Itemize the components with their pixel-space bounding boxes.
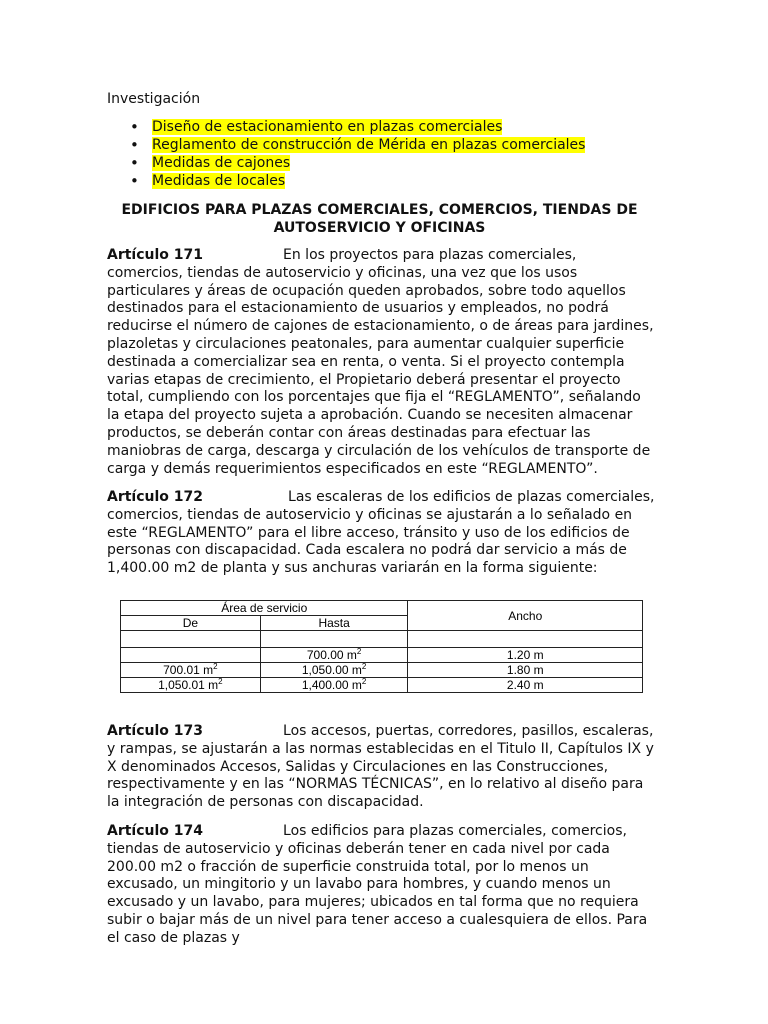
article-174 bbox=[107, 823, 655, 948]
bullet-dot-icon: • bbox=[130, 172, 139, 190]
article-172 bbox=[107, 489, 655, 578]
article-173 bbox=[107, 723, 655, 812]
table-header-ancho: Ancho bbox=[408, 601, 643, 631]
table-row bbox=[121, 678, 643, 693]
article-text: En los proyectos para plazas comerciales, comercios, tiendas de autoservicio y oficinas, una vez que los usos particulares y áreas de ocupación queden aprobados, sobre todo aquellos destinados para el estacionamiento de usuarios y empleados, no podrá reducirse el número de cajones de estacionamiento, o de áreas para jardines, plazoletas y circulaciones peatonales, para aumentar cualquier superficie destinada a comercializar sea en renta, o venta. Si el proyecto contempla varias etapas de crecimiento, el Propietario deberá presentar el proyecto total, cumpliendo con los porcentajes que fija el “REGLAMENTO”, señalando la etapa del proyecto sujeta a aprobación. Cuando se necesiten almacenar productos, se deberán contar con áreas destinadas para efectuar las maniobras de carga, descarga y circulación de los vehículos de transporte de carga y demás requerimientos especificados en este “REGLAMENTO”. bbox=[107, 247, 654, 477]
bullet-dot-icon: • bbox=[130, 136, 139, 154]
bullet-item bbox=[130, 118, 585, 136]
bullet-dot-icon: • bbox=[130, 154, 139, 172]
table-cell: 2.40 m bbox=[408, 678, 643, 693]
bullet-dot-icon: • bbox=[130, 118, 139, 136]
table-header-de: De bbox=[121, 616, 261, 631]
bullet-text: Reglamento de construcción de Mérida en plazas comerciales bbox=[152, 137, 586, 153]
intro-text: Investigación bbox=[107, 91, 201, 107]
table-cell: 1,050.00 $m^2$ bbox=[260, 663, 408, 678]
table-cell: 700.00 $m^2$ bbox=[260, 648, 408, 663]
stair-width-table bbox=[120, 600, 643, 693]
section-heading: EDIFICIOS PARA PLAZAS COMERCIALES, COMERCIOS, TIENDAS DE AUTOSERVICIO Y OFICINAS bbox=[121, 202, 638, 236]
article-label: Artículo 174 bbox=[107, 823, 204, 839]
table-cell bbox=[121, 648, 261, 663]
bullet-item bbox=[130, 136, 585, 154]
table-group-header: Área de servicio bbox=[121, 601, 408, 616]
article-label: Artículo 173 bbox=[107, 723, 204, 739]
article-text: Los accesos, puertas, corredores, pasillos, escaleras, y rampas, se ajustarán a las normas establecidas en el Titulo II, Capítulos IX y X denominados Accesos, Salidas y Circulaciones en las Construcciones, respectivamente y en las “NORMAS TÉCNICAS”, en lo relativo al diseño para la integración de personas con discapacidad. bbox=[107, 723, 654, 811]
bullet-item bbox=[130, 172, 585, 190]
table-cell: 700.01 $m^2$ bbox=[121, 663, 261, 678]
table-cell bbox=[260, 631, 408, 648]
article-label: Artículo 172 bbox=[107, 489, 204, 505]
bullet-item bbox=[130, 154, 585, 172]
article-171 bbox=[107, 247, 655, 478]
table-cell: 1.20 m bbox=[408, 648, 643, 663]
article-text: Las escaleras de los edificios de plazas comerciales, comercios, tiendas de autoservicio y oficinas se ajustarán a lo señalado en este “REGLAMENTO” para el libre acceso, tránsito y uso de los edificios de personas con discapacidad. Cada escalera no podrá dar servicio a más de 1,400.00 m2 de planta y sus anchuras variarán en la forma siguiente: bbox=[107, 489, 655, 577]
table-cell: 1,400.00 $m^2$ bbox=[260, 678, 408, 693]
table-row bbox=[121, 631, 643, 648]
bullet-text: Medidas de locales bbox=[152, 173, 286, 189]
article-text: Los edificios para plazas comerciales, comercios, tiendas de autoservicio y oficinas deberán tener en cada nivel por cada 200.00 m2 o fracción de superficie construida total, por lo menos un excusado, un mingitorio y un lavabo para hombres, y cuando menos un excusado y un lavabo, para mujeres; ubicados en tal forma que no requiera subir o bajar más de un nivel para tener acceso a cualesquiera de ellos. Para el caso de plazas y bbox=[107, 823, 648, 946]
table-cell bbox=[121, 631, 261, 648]
article-label: Artículo 171 bbox=[107, 247, 204, 263]
table-cell: 1.80 m bbox=[408, 663, 643, 678]
bullet-text: Diseño de estacionamiento en plazas comerciales bbox=[152, 119, 503, 135]
table-row bbox=[121, 663, 643, 678]
table-cell: 1,050.01 $m^2$ bbox=[121, 678, 261, 693]
table-header-hasta: Hasta bbox=[260, 616, 408, 631]
table-cell bbox=[408, 631, 643, 648]
bullet-list bbox=[130, 118, 585, 190]
table-row bbox=[121, 648, 643, 663]
bullet-text: Medidas de cajones bbox=[152, 155, 291, 171]
